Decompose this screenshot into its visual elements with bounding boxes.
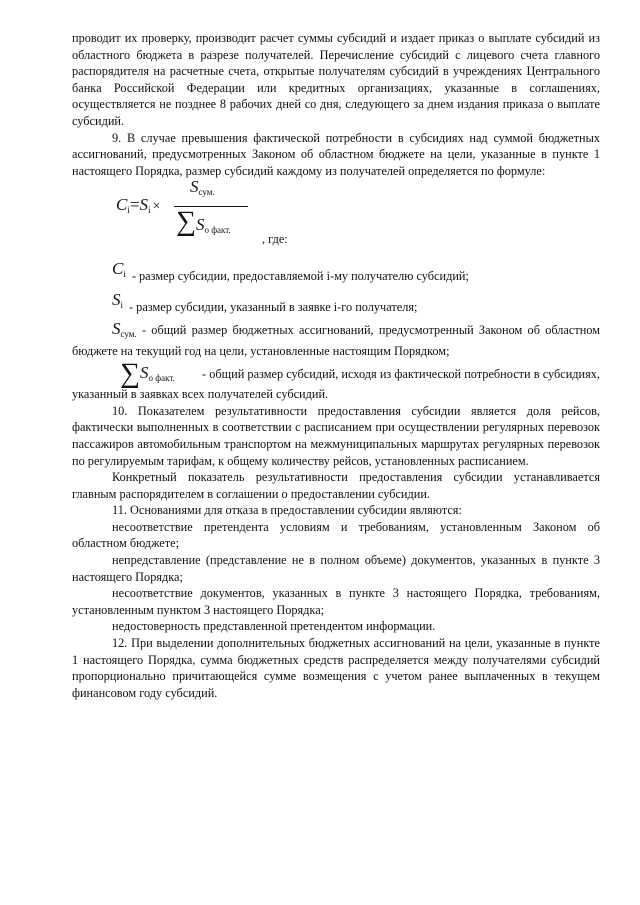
paragraph-11: 11. Основаниями для отказа в предоставлении субсидии являются: (112, 503, 462, 518)
symbol-si: $S_i$ (112, 290, 124, 311)
paragraph-10: 10. Показателем результативности предоставления субсидии является доля рейсов, фактически выполненных в соответствии с расписанием при осуществлении регулярных перевозок пассажиров автомобильным транспортом на межмуниципальных маршрутах регулярных перевозок по регулируемым тарифам, к общему количеству рейсов, установленных расписанием. (72, 403, 600, 468)
document-page (72, 30, 600, 701)
paragraph-10-indicator: Конкретный показатель результативности предоставления субсидии устанавливается главным распорядителем в соглашении о предоставлении субсидии. (72, 470, 600, 501)
definition-sum-sfact: $\sum S_{о факт.}$ - общий размер субсидий, исходя из фактической потребности в субсидиях, указанный в заявках всех получателей субсидий. (72, 357, 600, 402)
formula-where: , где: (262, 232, 288, 247)
paragraph-11-item-3: несоответствие документов, указанных в пункте 3 настоящего Порядка, требованиям, установленным пунктом 3 настоящего Порядка; (72, 586, 600, 617)
symbol-ci: $C_i$ (112, 259, 126, 280)
definition-si: $S_i$ - размер субсидии, указанный в заявке i-го получателя; (112, 290, 418, 314)
paragraph-11-item-4: недостоверность представленной претендентом информации. (112, 619, 436, 634)
formula-lhs: $C_i=S_i$ × (116, 195, 161, 216)
paragraph-11-item-1: несоответствие претендента условиям и требованиям, установленным Законом об областном бюджете; (72, 519, 600, 551)
paragraph-11-item-2: непредставление (представление не в полном объеме) документов, указанных в пункте 3 настоящего Порядка; (72, 553, 600, 584)
definition-ssum: $S_{сум.}$ - общий размер бюджетных ассигнований, предусмотренный Законом об областном бюджете на текущий год на цели, установленные настоящим Порядком; (72, 319, 600, 358)
paragraph-12: 12. При выделении дополнительных бюджетных ассигнований на цели, указанные в пункте 1 настоящего Порядка, сумма бюджетных средств распределяется между получателями субсидий пропорционально причитающейся сумме возмещения с учетом ранее выплаченных в текущем финансовом году субсидий. (72, 636, 600, 700)
formula-denominator: $\sum S_{о факт.}$ (176, 206, 231, 238)
paragraph-9: 9. В случае превышения фактической потребности в субсидиях над суммой бюджетных ассигнований, предусмотренных Законом об областном бюджете на цели, указанные в пункте 1 настоящего Порядка, размер субсидий каждому из получателей определяется по формуле: (72, 130, 600, 178)
subsidy-formula (72, 179, 600, 259)
formula-numerator: $S_{сум.}$ (190, 177, 215, 198)
paragraph-continuation: проводит их проверку, производит расчет суммы субсидий и издает приказ о выплате субсидий из областного бюджета в разрезе получателей. Перечисление субсидий с лицевого счета главного распорядителя на расчетные счета, открытые получателям субсидий в учреждениях Центрального банка Российской Федерации или кредитных организациях, указанные в соглашениях, осуществляется не позднее 8 рабочих дней со дня, следующего за днем издания приказа о выплате субсидий. (72, 31, 600, 128)
definition-ci: $C_i$ - размер субсидии, предоставляемой i-му получателю субсидий; (112, 259, 469, 283)
